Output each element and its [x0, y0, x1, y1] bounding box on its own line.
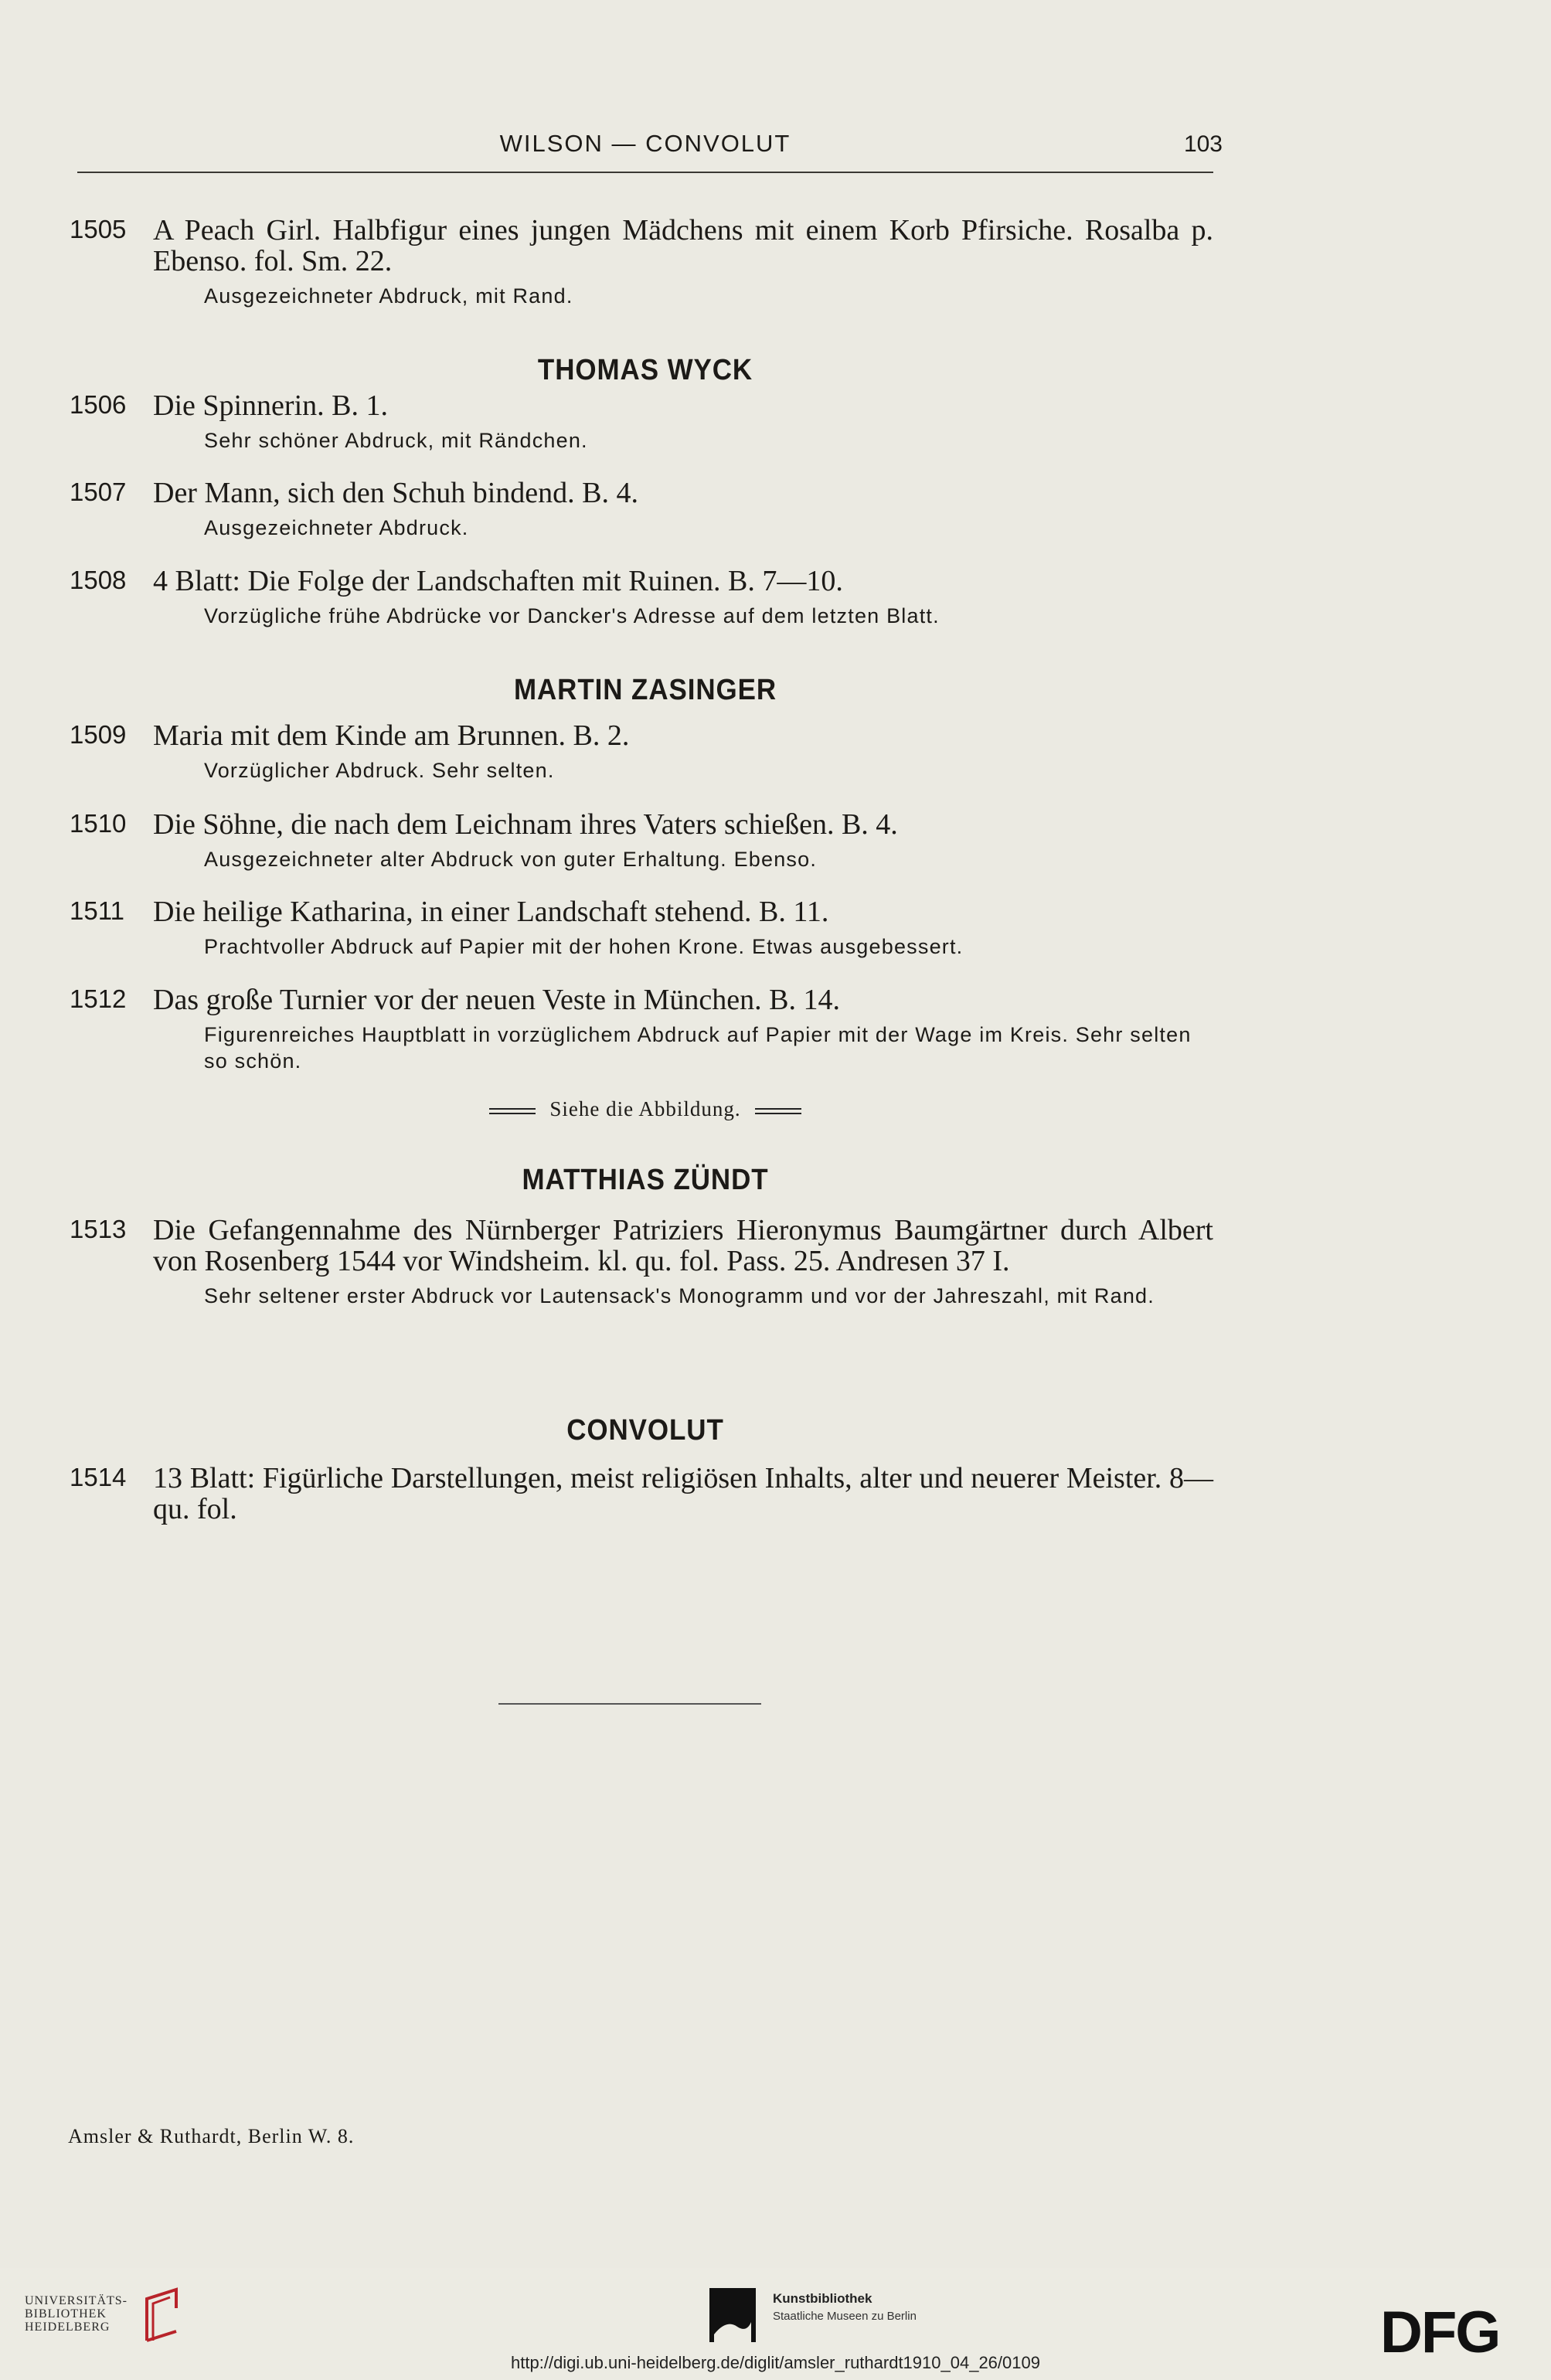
see-figure-text: Siehe die Abbildung.: [549, 1097, 741, 1120]
entry-number: 1513: [70, 1215, 127, 1243]
entry-note: Ausgezeichneter alter Abdruck von guter Erhaltung. Ebenso.: [204, 848, 818, 871]
catalog-entry: [70, 566, 1213, 629]
entry-title: Die Spinnerin. B. 1.: [153, 389, 388, 422]
entry-title: Die heilige Katharina, in einer Landschaft stehend. B. 11.: [153, 896, 829, 928]
digitization-footer: [0, 2268, 1551, 2380]
entry-number: 1511: [70, 896, 124, 925]
kunstbibliothek-logo-icon: [709, 2288, 756, 2342]
kunstbibliothek-subtitle: Staatliche Museen zu Berlin: [773, 2310, 917, 2323]
entry-note: Vorzügliche frühe Abdrücke vor Dancker's Adresse auf dem letzten Blatt.: [204, 604, 940, 627]
end-rule: [498, 1703, 761, 1705]
entry-title: Der Mann, sich den Schuh bindend. B. 4.: [153, 477, 638, 509]
library-line-3: HEIDELBERG: [25, 2320, 111, 2334]
entry-note: Sehr schöner Abdruck, mit Rändchen.: [204, 429, 588, 452]
entry-note: Vorzüglicher Abdruck. Sehr selten.: [204, 759, 555, 782]
entry-number: 1514: [70, 1463, 127, 1491]
double-rule-left: [489, 1108, 536, 1114]
catalog-entry: [70, 478, 1213, 541]
catalog-entry: [70, 984, 1213, 1074]
entry-number: 1505: [70, 215, 127, 243]
library-line-2: BIBLIOTHEK: [25, 2307, 107, 2320]
dfg-logo[interactable]: DFG: [1380, 2300, 1500, 2365]
entry-note: Ausgezeichneter Abdruck.: [204, 516, 469, 539]
ub-mark-icon: [116, 2285, 193, 2347]
header-title: WILSON — CONVOLUT: [499, 130, 791, 157]
running-header: [77, 130, 1223, 173]
entry-title: Das große Turnier vor der neuen Veste in München. B. 14.: [153, 984, 840, 1016]
entry-note: Sehr seltener erster Abdruck vor Lautensack's Monogramm und vor der Jahreszahl, mit Rand.: [204, 1284, 1155, 1307]
catalog-entry: [70, 390, 1213, 454]
catalog-entry: [70, 1463, 1213, 1525]
entry-title: 4 Blatt: Die Folge der Landschaften mit Ruinen. B. 7—10.: [153, 565, 843, 597]
entry-note: Ausgezeichneter Abdruck, mit Rand.: [204, 284, 573, 308]
entry-title: 13 Blatt: Figürliche Darstellungen, meist religiösen Inhalts, alter und neuerer Meister. 8—qu. fol.: [153, 1462, 1213, 1525]
catalog-entry: [70, 1215, 1213, 1309]
entry-title: Die Söhne, die nach dem Leichnam ihres Vaters schießen. B. 4.: [153, 808, 898, 841]
ub-heidelberg-logo[interactable]: [25, 2294, 128, 2334]
entry-note: Prachtvoller Abdruck auf Papier mit der hohen Krone. Etwas ausgebessert.: [204, 935, 964, 958]
entry-title: Die Gefangennahme des Nürnberger Patriziers Hieronymus Baumgärtner durch Albert von Rosenberg 1544 vor Windsheim. kl. qu. fol. Pass. 25. Andresen 37 I.: [153, 1214, 1213, 1277]
see-figure-note: [77, 1097, 1213, 1121]
entry-note: Figurenreiches Hauptblatt in vorzüglichem Abdruck auf Papier mit der Wage im Kreis. Sehr selten so schön.: [204, 1023, 1192, 1073]
artist-heading: THOMAS WYCK: [537, 354, 753, 386]
double-rule-right: [755, 1108, 801, 1114]
printer-imprint: Amsler & Ruthardt, Berlin W. 8.: [68, 2125, 355, 2147]
entry-number: 1510: [70, 809, 127, 838]
permalink-url[interactable]: http://digi.ub.uni-heidelberg.de/diglit/amsler_ruthardt1910_04_26/0109: [511, 2353, 1040, 2372]
entry-number: 1509: [70, 720, 127, 749]
entry-number: 1512: [70, 984, 127, 1013]
artist-heading: CONVOLUT: [566, 1414, 724, 1447]
catalog-entry: [70, 720, 1213, 784]
entry-number: 1506: [70, 390, 127, 419]
entry-title: A Peach Girl. Halbfigur eines jungen Mädchens mit einem Korb Pfirsiche. Rosalba p. Ebenso. fol. Sm. 22.: [153, 214, 1213, 277]
artist-heading: MATTHIAS ZÜNDT: [522, 1164, 769, 1196]
catalog-entry: [70, 809, 1213, 872]
entry-number: 1508: [70, 566, 127, 594]
entry-number: 1507: [70, 478, 127, 506]
catalog-entry: [70, 215, 1213, 309]
catalog-entry: [70, 896, 1213, 960]
kunstbibliothek-title: Kunstbibliothek: [773, 2291, 872, 2306]
page-number: 103: [1183, 131, 1223, 157]
entry-title: Maria mit dem Kinde am Brunnen. B. 2.: [153, 719, 630, 752]
artist-heading: MARTIN ZASINGER: [513, 674, 777, 706]
library-line-1: UNIVERSITÄTS-: [25, 2294, 128, 2307]
